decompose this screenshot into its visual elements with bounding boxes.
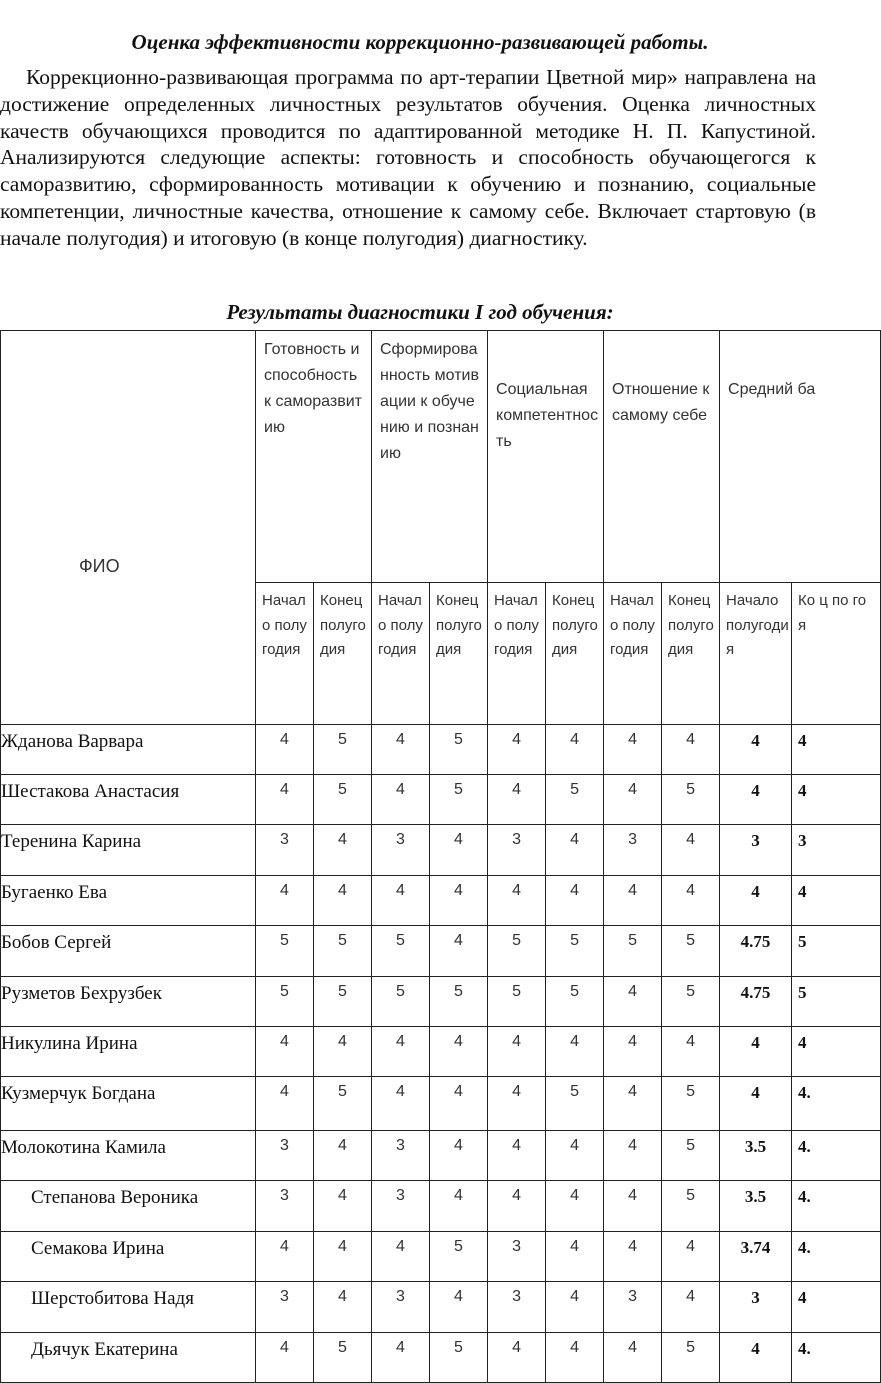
table-row [1,876,881,926]
score-cell: 4 [314,825,372,876]
score-cell: 4 [372,1232,430,1282]
score-cell: 4 [314,876,372,926]
student-name: Бобов Сергей [1,926,256,977]
average-score-cell: 4 [792,775,881,825]
average-score-cell: 4 [720,725,792,775]
score-cell: 5 [546,977,604,1027]
student-name: Молокотина Камила [1,1131,256,1181]
score-cell: 5 [430,775,488,825]
score-cell: 5 [488,926,546,977]
score-cell: 3 [256,825,314,876]
score-cell: 3 [488,1282,546,1333]
score-cell: 4 [256,1333,314,1383]
score-cell: 5 [430,1232,488,1282]
average-score-cell: 4. [792,1333,881,1383]
score-cell: 3 [256,1131,314,1181]
average-score-cell: 4 [792,1027,881,1077]
average-score-cell: 4 [720,775,792,825]
score-cell: 4 [546,1131,604,1181]
score-cell: 4 [488,775,546,825]
score-cell: 4 [256,876,314,926]
score-cell: 4 [604,1077,662,1131]
score-cell: 5 [662,1333,720,1383]
score-cell: 4 [488,1333,546,1383]
score-cell: 3 [256,1181,314,1232]
results-table [0,330,881,1383]
table-row [1,1131,881,1181]
table-caption: Результаты диагностики I год обучения: [226,300,614,324]
score-cell: 5 [546,926,604,977]
average-score-cell: 3 [792,825,881,876]
score-cell: 4 [430,1131,488,1181]
student-name: Никулина Ирина [1,1027,256,1077]
score-cell: 4 [256,1232,314,1282]
score-cell: 5 [430,977,488,1027]
score-cell: 4 [604,1027,662,1077]
student-name: Теренина Карина [1,825,256,876]
score-cell: 5 [314,1333,372,1383]
score-cell: 5 [314,1077,372,1131]
average-score-cell: 4 [720,1077,792,1131]
score-cell: 5 [314,977,372,1027]
subheader-cell: Конец полугодия [662,583,720,725]
score-cell: 4 [314,1131,372,1181]
average-score-cell: 4. [792,1077,881,1131]
document-title: Оценка эффективности коррекционно-развивающей работы. [131,30,709,54]
score-cell: 4 [546,876,604,926]
table-row [1,1027,881,1077]
group-header-self-development: Готовность и способность к саморазвитию [256,331,372,583]
score-cell: 4 [488,1131,546,1181]
score-cell: 5 [546,1077,604,1131]
score-cell: 5 [604,926,662,977]
score-cell: 5 [430,1333,488,1383]
score-cell: 5 [372,977,430,1027]
score-cell: 3 [372,1131,430,1181]
score-cell: 4 [256,1077,314,1131]
subheader-cell: Конец полугодия [546,583,604,725]
results-table-container [0,330,867,1360]
score-cell: 4 [662,1027,720,1077]
subheader-cell: Начало полугодия [604,583,662,725]
score-cell: 4 [662,825,720,876]
score-cell: 4 [372,1077,430,1131]
score-cell: 5 [662,977,720,1027]
score-cell: 4 [256,725,314,775]
score-cell: 5 [314,725,372,775]
subheader-cell: Начало полугодия [720,583,792,725]
table-row [1,977,881,1027]
table-row [1,775,881,825]
average-score-cell: 4 [720,876,792,926]
score-cell: 4 [372,1027,430,1077]
score-cell: 4 [430,825,488,876]
score-cell: 4 [314,1282,372,1333]
score-cell: 4 [256,775,314,825]
score-cell: 5 [488,977,546,1027]
score-cell: 4 [488,1181,546,1232]
score-cell: 3 [372,825,430,876]
score-cell: 3 [372,1282,430,1333]
average-score-cell: 3.74 [720,1232,792,1282]
score-cell: 5 [256,926,314,977]
student-name: Семакова Ирина [1,1232,256,1282]
average-score-cell: 4. [792,1232,881,1282]
score-cell: 3 [372,1181,430,1232]
score-cell: 5 [372,926,430,977]
student-name: Бугаенко Ева [1,876,256,926]
score-cell: 4 [372,725,430,775]
score-cell: 4 [430,1181,488,1232]
score-cell: 4 [488,1077,546,1131]
score-cell: 4 [430,876,488,926]
average-score-cell: 4 [792,1282,881,1333]
average-score-cell: 3 [720,825,792,876]
score-cell: 4 [430,926,488,977]
score-cell: 4 [256,1027,314,1077]
score-cell: 4 [604,1181,662,1232]
score-cell: 4 [662,1282,720,1333]
score-cell: 5 [546,775,604,825]
score-cell: 4 [604,725,662,775]
average-score-cell: 4 [792,725,881,775]
table-row [1,1232,881,1282]
table-row [1,1077,881,1131]
score-cell: 5 [314,775,372,825]
score-cell: 4 [488,876,546,926]
average-score-cell: 4. [792,1181,881,1232]
subheader-cell: Начало полугодия [372,583,430,725]
score-cell: 4 [372,1333,430,1383]
score-cell: 5 [662,1077,720,1131]
table-row [1,1282,881,1333]
intro-paragraph: Коррекционно-развивающая программа по арт-терапии Цветной мир» направлена на достижение определенных личностных результатов обучения. Оценка личностных качеств обучающихся проводится по адаптированной методике Н. П. Капустиной. Анализируются следующие аспекты: готовность и способность обучающегогся к саморазвитию, сформированность мотивации к обучению и познанию, социальные компетенции, личностные качества, отношение к самому себе. Включает стартовую (в начале полугодия) и итоговую (в конце полугодия) диагностику. [0,65,816,250]
subheader-cell: Ко ц по го я [792,583,881,725]
score-cell: 4 [314,1181,372,1232]
score-cell: 4 [546,1282,604,1333]
score-cell: 5 [662,1181,720,1232]
score-cell: 4 [430,1077,488,1131]
group-header-social-competence: Социальная компетентность [488,331,604,583]
score-cell: 4 [604,1333,662,1383]
score-cell: 4 [430,1027,488,1077]
score-cell: 4 [604,876,662,926]
average-score-cell: 4.75 [720,926,792,977]
score-cell: 4 [488,725,546,775]
header-row-groups [1,331,881,583]
score-cell: 4 [314,1232,372,1282]
score-cell: 4 [372,775,430,825]
average-score-cell: 3.5 [720,1181,792,1232]
score-cell: 4 [488,1027,546,1077]
table-row [1,725,881,775]
average-score-cell: 4 [720,1027,792,1077]
score-cell: 4 [314,1027,372,1077]
score-cell: 5 [662,926,720,977]
score-cell: 3 [256,1282,314,1333]
subheader-cell: Конец полугодия [430,583,488,725]
student-name: Рузметов Бехрузбек [1,977,256,1027]
score-cell: 4 [546,1232,604,1282]
student-name: Шерстобитова Надя [1,1282,256,1333]
score-cell: 3 [488,1232,546,1282]
score-cell: 4 [662,725,720,775]
score-cell: 4 [546,825,604,876]
fio-header: ФИО [1,331,256,725]
table-row [1,1333,881,1383]
student-name: Степанова Вероника [1,1181,256,1232]
score-cell: 4 [604,775,662,825]
student-name: Кузмерчук Богдана [1,1077,256,1131]
score-cell: 4 [430,1282,488,1333]
score-cell: 5 [662,775,720,825]
score-cell: 3 [604,1282,662,1333]
score-cell: 3 [604,825,662,876]
average-score-cell: 3.5 [720,1131,792,1181]
score-cell: 4 [546,1333,604,1383]
student-name: Дьячук Екатерина [1,1333,256,1383]
score-cell: 4 [662,1232,720,1282]
score-cell: 4 [604,1131,662,1181]
average-score-cell: 3 [720,1282,792,1333]
score-cell: 5 [256,977,314,1027]
subheader-cell: Начало полугодия [488,583,546,725]
score-cell: 5 [430,725,488,775]
score-cell: 3 [488,825,546,876]
student-name: Жданова Варвара [1,725,256,775]
average-score-cell: 4.75 [720,977,792,1027]
score-cell: 4 [372,876,430,926]
group-header-motivation: Сформированность мотивации к обучению и познанию [372,331,488,583]
group-header-self-attitude: Отношение к самому себе [604,331,720,583]
student-name: Шестакова Анастасия [1,775,256,825]
score-cell: 4 [546,1181,604,1232]
group-header-average: Средний ба [720,331,881,583]
table-row [1,1181,881,1232]
subheader-cell: Конец полугодия [314,583,372,725]
average-score-cell: 4. [792,1131,881,1181]
score-cell: 4 [546,1027,604,1077]
average-score-cell: 5 [792,926,881,977]
score-cell: 4 [546,725,604,775]
score-cell: 4 [604,1232,662,1282]
table-row [1,825,881,876]
score-cell: 5 [314,926,372,977]
average-score-cell: 4 [792,876,881,926]
score-cell: 4 [662,876,720,926]
average-score-cell: 5 [792,977,881,1027]
average-score-cell: 4 [720,1333,792,1383]
score-cell: 4 [604,977,662,1027]
score-cell: 5 [662,1131,720,1181]
subheader-cell: Начало полугодия [256,583,314,725]
table-row [1,926,881,977]
